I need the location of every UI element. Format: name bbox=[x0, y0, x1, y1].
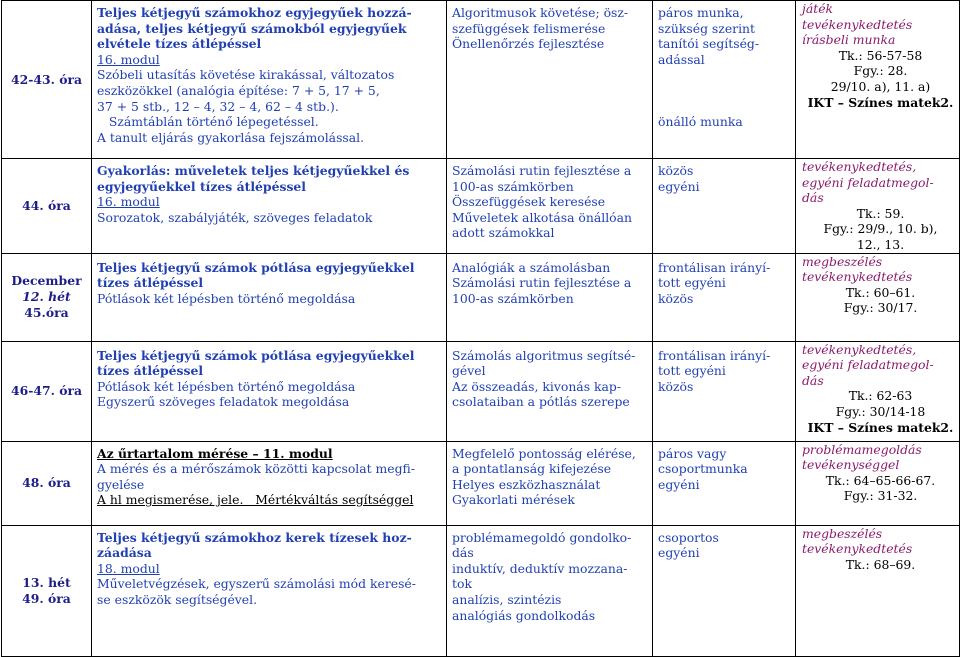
goals-cell bbox=[447, 341, 653, 441]
topic-line: egyjegyűekkel tízes átlépéssel bbox=[97, 178, 307, 194]
work-form-cell bbox=[653, 1, 796, 159]
lesson-row bbox=[2, 441, 960, 525]
topic-line: eszközökkel (analógia építése: 7 + 5, 17 + 5, bbox=[97, 82, 380, 98]
topic-line: Az űrtartalom mérése – 11. modul bbox=[97, 445, 333, 461]
goal-line: Az összeadás, kivonás kap- bbox=[452, 378, 622, 394]
task-line: tevékenykedtetés bbox=[802, 269, 913, 285]
work-form-line: egyéni bbox=[658, 476, 700, 492]
topic-cell bbox=[92, 1, 447, 159]
topic-cell bbox=[92, 253, 447, 341]
task-line: problémamegoldás bbox=[802, 441, 922, 457]
task-line: egyéni feladatmegol- bbox=[802, 357, 934, 373]
work-form-line: adással bbox=[658, 51, 705, 67]
tasks-cell bbox=[796, 159, 960, 254]
work-form-line: tanítói segítség- bbox=[658, 36, 760, 52]
lesson-number bbox=[2, 341, 92, 441]
work-form-line: tott egyéni bbox=[658, 363, 726, 379]
lesson-number bbox=[2, 525, 92, 656]
goals-cell bbox=[447, 441, 653, 525]
task-line: 29/10. a), 11. a) bbox=[830, 78, 931, 94]
task-line: tevékenykedtetés bbox=[802, 541, 913, 557]
goal-line: Gyakorlati mérések bbox=[452, 492, 575, 508]
goal-line: induktív, deduktív mozzana- bbox=[452, 560, 628, 576]
task-line: megbeszélés bbox=[802, 253, 883, 269]
topic-line: 37 + 5 stb., 12 – 4, 32 – 4, 62 – 4 stb.). bbox=[97, 98, 339, 114]
task-line: Tk.: 64–65-66-67. bbox=[825, 472, 936, 488]
goal-line: Számolási rutin fejlesztése a bbox=[452, 163, 632, 178]
work-form-line: közös bbox=[658, 290, 694, 306]
task-line: Fgy.: 28. bbox=[853, 63, 908, 79]
task-line: dás bbox=[802, 190, 824, 206]
lesson-label: 46-47. óra bbox=[10, 383, 83, 399]
topic-line: Teljes kétjegyű számok pótlása egyjegyűekkel bbox=[97, 347, 415, 363]
goal-line: tok bbox=[452, 576, 472, 592]
lesson-label: 44. óra bbox=[22, 197, 71, 213]
goals-cell bbox=[447, 1, 653, 159]
topic-line: A hl megismerése, jele. Mértékváltás segítséggel bbox=[97, 492, 414, 508]
task-line: játék bbox=[802, 1, 834, 16]
goal-line: dás bbox=[452, 545, 474, 561]
topic-line: Sorozatok, szabályjáték, szöveges feladatok bbox=[97, 209, 373, 225]
goal-line: Számolás algoritmus segítsé- bbox=[452, 347, 636, 363]
goal-line: Önellenőrzés fejlesztése bbox=[452, 36, 605, 52]
lesson-row bbox=[2, 159, 960, 254]
lesson-row bbox=[2, 1, 960, 159]
topic-line: Gyakorlás: műveletek teljes kétjegyűekkel és bbox=[97, 163, 410, 178]
goal-line: szefüggések felismerése bbox=[452, 20, 606, 36]
topic-line: Műveletvégzések, egyszerű számolási mód keresé- bbox=[97, 576, 416, 592]
goal-line: 100-as számkörben bbox=[452, 178, 574, 194]
task-line: Fgy.: 30/14-18 bbox=[835, 403, 926, 419]
goal-line: Műveletek alkotása önállóan bbox=[452, 209, 633, 225]
goals-cell bbox=[447, 159, 653, 254]
task-line: Tk.: 60–61. bbox=[845, 284, 916, 300]
task-line: IKT – Színes matek2. bbox=[807, 419, 954, 435]
lesson-label-line: 13. hét bbox=[22, 574, 71, 590]
lesson-label-line: 12. hét bbox=[22, 289, 71, 305]
work-form-line: szükség szerint bbox=[658, 20, 756, 36]
topic-cell bbox=[92, 341, 447, 441]
work-form-line: közös bbox=[658, 163, 694, 178]
goal-line: gével bbox=[452, 363, 486, 379]
topic-line: Teljes kétjegyű számok pótlása egyjegyűekkel bbox=[97, 259, 415, 275]
goal-line: a pontatlanság kifejezése bbox=[452, 461, 612, 477]
goal-line: csolataiban a pótlás szerepe bbox=[452, 394, 630, 410]
work-form-line: frontálisan irányí- bbox=[658, 259, 771, 275]
work-form-line: önálló munka bbox=[658, 114, 743, 130]
goals-cell bbox=[447, 525, 653, 656]
task-line: IKT – Színes matek2. bbox=[807, 94, 954, 110]
lesson-row bbox=[2, 253, 960, 341]
topic-line: Pótlások két lépésben történő megoldása bbox=[97, 378, 356, 394]
topic-line: 18. modul bbox=[97, 560, 160, 576]
task-line: Tk.: 56-57-58 bbox=[838, 47, 923, 63]
topic-line: A mérés és a mérőszámok közötti kapcsolat megfi- bbox=[97, 461, 416, 477]
topic-line: 16. modul bbox=[97, 51, 160, 67]
lesson-label-line: December bbox=[11, 273, 82, 289]
lesson-number bbox=[2, 159, 92, 254]
lesson-number bbox=[2, 253, 92, 341]
task-line: Fgy.: 31-32. bbox=[843, 488, 918, 504]
work-form-line: egyéni bbox=[658, 178, 700, 194]
goal-line: Számolási rutin fejlesztése a bbox=[452, 275, 632, 291]
topic-line: Pótlások két lépésben történő megoldása bbox=[97, 290, 356, 306]
work-form-cell bbox=[653, 525, 796, 656]
task-line: Fgy.: 30/17. bbox=[843, 300, 918, 316]
lesson-plan-table bbox=[1, 0, 960, 657]
topic-cell bbox=[92, 159, 447, 254]
lesson-number bbox=[2, 441, 92, 525]
work-form-line: csoportos bbox=[658, 529, 719, 545]
work-form-line bbox=[658, 67, 795, 83]
topic-line: tízes átlépéssel bbox=[97, 275, 204, 291]
topic-cell bbox=[92, 525, 447, 656]
work-form-line bbox=[658, 83, 795, 99]
goal-line: analízis, szintézis bbox=[452, 591, 562, 607]
work-form-cell bbox=[653, 159, 796, 254]
lesson-number bbox=[2, 1, 92, 159]
topic-line: gyelése bbox=[97, 476, 145, 492]
goal-line: 100-as számkörben bbox=[452, 290, 574, 306]
lesson-row bbox=[2, 341, 960, 441]
goal-line: Helyes eszközhasználat bbox=[452, 476, 601, 492]
lesson-row bbox=[2, 525, 960, 656]
work-form-cell bbox=[653, 253, 796, 341]
work-form-line: csoportmunka bbox=[658, 461, 748, 477]
lesson-label: 42-43. óra bbox=[10, 71, 83, 87]
topic-line: 16. modul bbox=[97, 194, 160, 210]
goals-cell bbox=[447, 253, 653, 341]
work-form-line bbox=[658, 99, 795, 115]
topic-line: se eszközök segítségével. bbox=[97, 591, 258, 607]
task-line: dás bbox=[802, 372, 824, 388]
task-line: tevékenykedtetés, bbox=[802, 341, 917, 357]
topic-line: Számtáblán történő lépegetéssel. bbox=[97, 114, 319, 130]
topic-line: Teljes kétjegyű számokhoz egyjegyűek hozzá- bbox=[97, 5, 412, 20]
lesson-label: 48. óra bbox=[22, 475, 71, 491]
work-form-line: frontálisan irányí- bbox=[658, 347, 771, 363]
tasks-cell bbox=[796, 1, 960, 159]
lesson-label-line: 45.óra bbox=[24, 305, 69, 321]
goal-line: adott számokkal bbox=[452, 225, 555, 241]
task-line: tevékenységgel bbox=[802, 457, 900, 473]
topic-line: adása, teljes kétjegyű számokból egyjegyűek bbox=[97, 20, 407, 36]
work-form-line: páros munka, bbox=[658, 5, 744, 20]
task-line: tevékenykedtetés, bbox=[802, 159, 917, 174]
goal-line: Algoritmusok követése; ösz- bbox=[452, 5, 629, 20]
tasks-cell bbox=[796, 441, 960, 525]
task-line: Fgy.: 29/9., 10. b), bbox=[823, 221, 938, 237]
lesson-label-line: 49. óra bbox=[22, 590, 71, 606]
work-form-line: tott egyéni bbox=[658, 275, 726, 291]
topic-line: Teljes kétjegyű számokhoz kerek tízesek hoz- bbox=[97, 529, 412, 545]
goal-line: analógiás gondolkodás bbox=[452, 607, 596, 623]
topic-line: tízes átlépéssel bbox=[97, 363, 204, 379]
task-line: írásbeli munka bbox=[802, 32, 896, 48]
work-form-cell bbox=[653, 441, 796, 525]
goal-line: Megfelelő pontosság elérése, bbox=[452, 445, 636, 461]
task-line: Tk.: 62-63 bbox=[848, 388, 913, 404]
work-form-line: közös bbox=[658, 378, 694, 394]
task-line: Tk.: 68–69. bbox=[845, 556, 916, 572]
task-line: megbeszélés bbox=[802, 525, 883, 541]
work-form-line: egyéni bbox=[658, 545, 700, 561]
task-line: tevékenykedtetés bbox=[802, 16, 913, 32]
tasks-cell bbox=[796, 253, 960, 341]
tasks-cell bbox=[796, 341, 960, 441]
goal-line: problémamegoldó gondolko- bbox=[452, 529, 632, 545]
goal-line: Analógiák a számolásban bbox=[452, 259, 611, 275]
task-line: 12., 13. bbox=[856, 236, 905, 252]
topic-line: elvétele tízes átlépéssel bbox=[97, 36, 262, 52]
work-form-cell bbox=[653, 341, 796, 441]
topic-line: záadása bbox=[97, 545, 152, 561]
topic-line: Szóbeli utasítás követése kirakással, változatos bbox=[97, 67, 395, 83]
task-line: Tk.: 59. bbox=[856, 205, 905, 221]
task-line: egyéni feladatmegol- bbox=[802, 174, 934, 190]
topic-cell bbox=[92, 441, 447, 525]
topic-line: A tanult eljárás gyakorlása fejszámolással. bbox=[97, 129, 365, 145]
tasks-cell bbox=[796, 525, 960, 656]
work-form-line: páros vagy bbox=[658, 445, 727, 461]
topic-line: Egyszerű szöveges feladatok megoldása bbox=[97, 394, 350, 410]
goal-line: Összefüggések keresése bbox=[452, 194, 606, 210]
